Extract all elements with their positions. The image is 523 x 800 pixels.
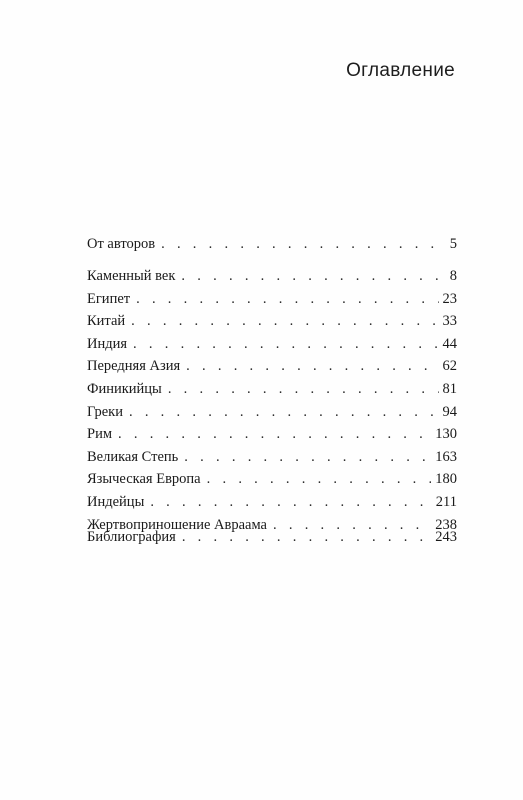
toc-preface: [87, 236, 457, 259]
page-title: Оглавление: [346, 60, 455, 81]
dot-leader: [150, 494, 431, 511]
toc-entry-page: 163: [435, 448, 457, 465]
toc-entry: [87, 236, 457, 259]
toc-entry-page: 180: [435, 471, 457, 488]
toc-entry-title: От авторов: [87, 236, 156, 252]
toc-entry: [87, 336, 457, 359]
dot-leader: [118, 426, 431, 443]
toc-entry: [87, 426, 457, 449]
toc-entry-title: Греки: [87, 403, 123, 420]
toc-entry-title: Египет: [87, 290, 131, 307]
toc-entry: [87, 529, 457, 552]
toc-entry-title: Языческая Европа: [87, 471, 201, 488]
dot-leader: [133, 336, 438, 353]
toc-entry-page: 8: [449, 268, 457, 284]
toc-entry-title: Индейцы: [87, 493, 145, 510]
toc-entry-title: Библиография: [87, 529, 176, 545]
toc-entry: [87, 381, 457, 404]
toc-entry-page: 44: [442, 335, 457, 352]
toc-chapters: [87, 268, 457, 539]
toc-entry-page: 81: [442, 380, 457, 397]
toc-entry-page: 94: [442, 403, 457, 420]
toc-bibliography: [87, 529, 457, 552]
toc-entry-title: Китай: [87, 313, 126, 330]
dot-leader: [161, 236, 446, 253]
toc-entry: [87, 404, 457, 427]
toc-entry: [87, 471, 457, 494]
dot-leader: [184, 449, 431, 466]
toc-entry: [87, 358, 457, 381]
toc-entry: [87, 268, 457, 291]
toc-entry-title: Каменный век: [87, 268, 176, 284]
toc-entry: [87, 449, 457, 472]
toc-entry-title: Индия: [87, 335, 128, 352]
toc-entry-page: 130: [435, 426, 457, 443]
toc-entry-page: 33: [442, 313, 457, 330]
toc-entry-page: 238: [435, 516, 457, 533]
dot-leader: [131, 313, 438, 330]
toc-entry: [87, 291, 457, 314]
dot-leader: [186, 358, 438, 375]
toc-entry-title: Финикийцы: [87, 380, 162, 397]
toc-entry-page: 23: [442, 290, 457, 307]
dot-leader: [181, 268, 445, 285]
toc-entry-page: 211: [435, 493, 457, 510]
dot-leader: [168, 381, 439, 398]
dot-leader: [182, 529, 431, 546]
dot-leader: [129, 404, 439, 421]
toc-entry: [87, 313, 457, 336]
dot-leader: [136, 291, 438, 308]
toc-entry: [87, 494, 457, 517]
dot-leader: [207, 471, 432, 488]
toc-entry-title: Жертвоприношение Авраама: [87, 516, 267, 533]
toc-entry-title: Передняя Азия: [87, 358, 181, 375]
toc-entry-page: 243: [435, 529, 457, 545]
toc-entry-page: 62: [442, 358, 457, 375]
toc-entry-title: Рим: [87, 426, 112, 443]
toc-entry-page: 5: [449, 236, 457, 252]
toc-entry-title: Великая Степь: [87, 448, 179, 465]
